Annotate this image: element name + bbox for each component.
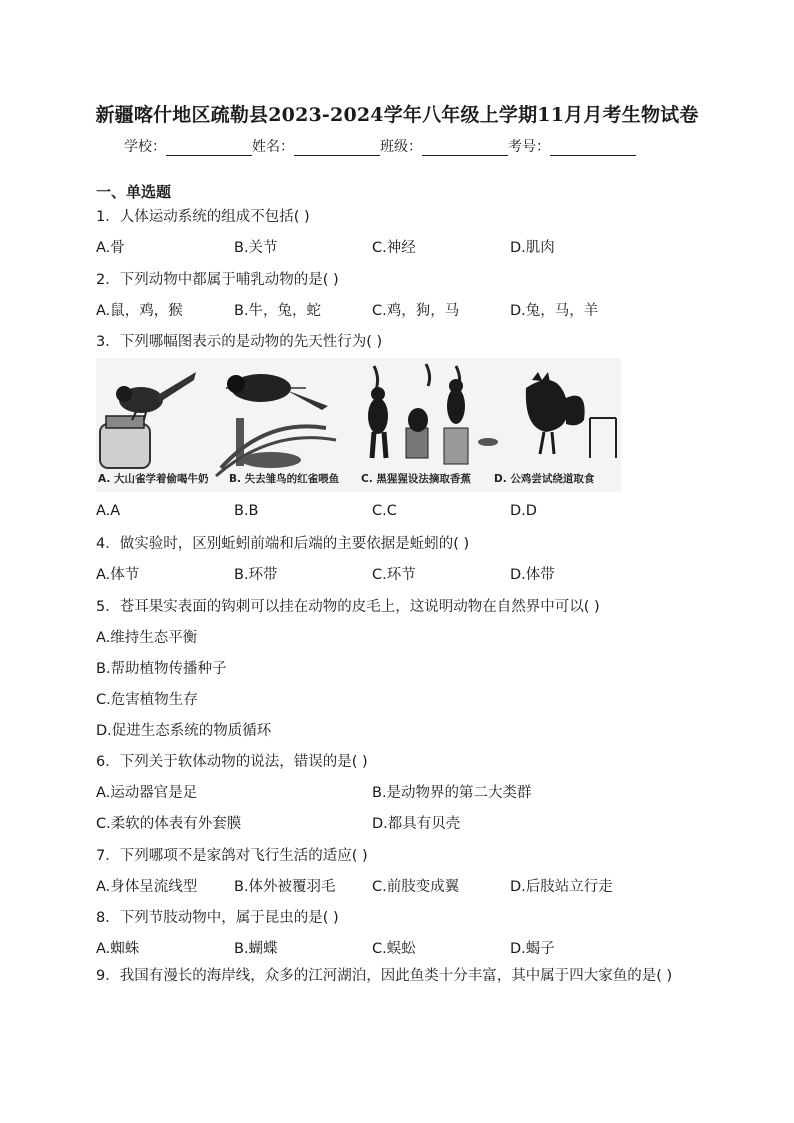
question-stem: 3．下列哪幅图表示的是动物的先天性行为( ) <box>96 334 383 350</box>
student-info-row <box>124 136 636 156</box>
option-c[interactable]: C.危害植物生存 <box>96 692 198 708</box>
exam-title: 新疆喀什地区疏勒县2023-2024学年八年级上学期11月月考生物试卷 <box>95 104 699 126</box>
school-label: 学校： <box>124 139 166 155</box>
class-label: 班级： <box>380 139 422 155</box>
option-a[interactable]: A.身体呈流线型 <box>96 879 198 895</box>
question-stem: 7．下列哪项不是家鸽对飞行生活的适应( ) <box>96 848 368 864</box>
exam-no-blank[interactable] <box>550 141 636 156</box>
option-b[interactable]: B.环带 <box>234 567 278 583</box>
option-b[interactable]: B.B <box>234 503 259 519</box>
question-stem: 2．下列动物中都属于哺乳动物的是( ) <box>96 272 339 288</box>
option-a[interactable]: A.A <box>96 503 121 519</box>
option-c[interactable]: C.前肢变成翼 <box>372 879 460 895</box>
option-a[interactable]: A.运动器官是足 <box>96 785 198 801</box>
option-a[interactable]: A.体节 <box>96 567 140 583</box>
option-d[interactable]: D.后肢站立行走 <box>510 879 613 895</box>
option-b[interactable]: B.牛，兔，蛇 <box>234 303 322 319</box>
caption-b: B. 失去雏鸟的红雀喂鱼 <box>229 473 340 485</box>
option-b[interactable]: B.关节 <box>234 240 278 256</box>
option-c[interactable]: C.蜈蚣 <box>372 941 416 957</box>
option-d[interactable]: D.肌肉 <box>510 240 555 256</box>
option-d[interactable]: D.促进生态系统的物质循环 <box>96 723 272 739</box>
option-b[interactable]: B.帮助植物传播种子 <box>96 661 227 677</box>
option-d[interactable]: D.蝎子 <box>510 941 555 957</box>
option-b[interactable]: B.蝴蝶 <box>234 941 278 957</box>
option-c[interactable]: C.鸡，狗，马 <box>372 303 460 319</box>
option-c[interactable]: C.C <box>372 503 397 519</box>
name-label: 姓名： <box>252 139 294 155</box>
question-stem: 9．我国有漫长的海岸线，众多的江河湖泊，因此鱼类十分丰富，其中属于四大家鱼的是( ) <box>96 968 673 984</box>
option-d[interactable]: D.体带 <box>510 567 555 583</box>
option-d[interactable]: D.兔，马，羊 <box>510 303 599 319</box>
question-stem: 5．苍耳果实表面的钩刺可以挂在动物的皮毛上，这说明动物在自然界中可以( ) <box>96 599 600 615</box>
caption-c: C. 黑猩猩设法摘取香蕉 <box>361 473 471 485</box>
question-stem: 6．下列关于软体动物的说法，错误的是( ) <box>96 754 368 770</box>
question-stem: 4．做实验时，区别蚯蚓前端和后端的主要依据是蚯蚓的( ) <box>96 536 470 552</box>
option-a[interactable]: A.鼠，鸡，猴 <box>96 303 183 319</box>
option-d[interactable]: D.D <box>510 503 537 519</box>
option-a[interactable]: A.骨 <box>96 240 125 256</box>
behavior-figure <box>96 358 621 492</box>
option-b[interactable]: B.体外被覆羽毛 <box>234 879 336 895</box>
caption-a: A. 大山雀学着偷喝牛奶 <box>98 473 209 485</box>
school-blank[interactable] <box>166 141 252 156</box>
question-stem: 8．下列节肢动物中，属于昆虫的是( ) <box>96 910 339 926</box>
option-c[interactable]: C.神经 <box>372 240 416 256</box>
option-a[interactable]: A.蜘蛛 <box>96 941 140 957</box>
caption-d: D. 公鸡尝试绕道取食 <box>494 473 595 485</box>
name-blank[interactable] <box>294 141 380 156</box>
exam-no-label: 考号： <box>508 139 550 155</box>
option-c[interactable]: C.环节 <box>372 567 416 583</box>
option-d[interactable]: D.都具有贝壳 <box>372 816 461 832</box>
section-heading: 一、单选题 <box>96 183 172 201</box>
question-stem: 1．人体运动系统的组成不包括( ) <box>96 209 310 225</box>
option-c[interactable]: C.柔软的体表有外套膜 <box>96 816 242 832</box>
option-b[interactable]: B.是动物界的第二大类群 <box>372 785 532 801</box>
class-blank[interactable] <box>422 141 508 156</box>
option-a[interactable]: A.维持生态平衡 <box>96 630 198 646</box>
